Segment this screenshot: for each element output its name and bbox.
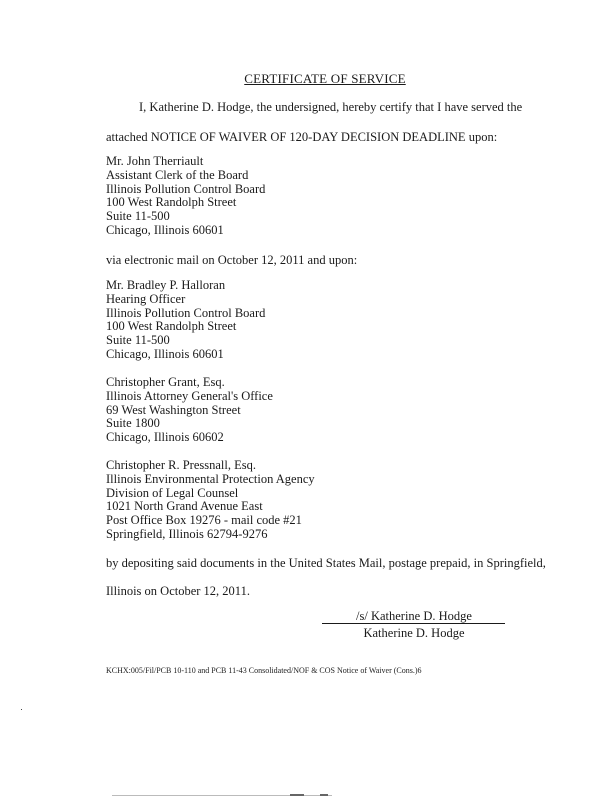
address-line: Christopher Grant, Esq. <box>106 375 225 389</box>
address-line: Mr. Bradley P. Halloran <box>106 278 226 292</box>
document-title: CERTIFICATE OF SERVICE <box>244 71 406 86</box>
address-line: 69 West Washington Street <box>106 402 241 417</box>
recipient-address-therriault <box>106 155 265 238</box>
intro-line-2: attached NOTICE OF WAIVER OF 120-DAY DECISION DEADLINE upon: <box>106 130 498 144</box>
address-line: Hearing Officer <box>106 291 186 306</box>
scan-mark <box>290 794 304 796</box>
address-line: Springfield, Illinois 62794-9276 <box>106 526 268 541</box>
address-line: Illinois Attorney General's Office <box>106 388 273 403</box>
signature-line <box>322 623 505 624</box>
address-line: Illinois Pollution Control Board <box>106 181 266 196</box>
signature-printed-name: Katherine D. Hodge <box>363 626 465 640</box>
signature-electronic: /s/ Katherine D. Hodge <box>356 609 472 623</box>
address-line: Chicago, Illinois 60602 <box>106 430 224 445</box>
address-line: Chicago, Illinois 60601 <box>106 346 224 361</box>
address-line: Suite 11-500 <box>106 209 170 224</box>
address-line: Mr. John Therriault <box>106 154 204 168</box>
address-line: Illinois Pollution Control Board <box>106 305 266 320</box>
scan-mark <box>320 794 328 796</box>
address-line: 100 West Randolph Street <box>106 195 237 210</box>
address-line: Chicago, Illinois 60601 <box>106 222 224 237</box>
address-line: Assistant Clerk of the Board <box>106 167 249 182</box>
address-line: Illinois Environmental Protection Agency <box>106 471 315 486</box>
address-line: Suite 1800 <box>106 416 160 431</box>
address-line: Christopher R. Pressnall, Esq. <box>106 458 256 472</box>
address-line: Post Office Box 19276 - mail code #21 <box>106 513 302 528</box>
address-line: Division of Legal Counsel <box>106 485 239 500</box>
intro-line-1: I, Katherine D. Hodge, the undersigned, hereby certify that I have served the <box>139 100 523 114</box>
scan-speck <box>21 709 22 710</box>
document-footer: KCHX:005/Fil/PCB 10-110 and PCB 11-43 Consolidated/NOF & COS Notice of Waiver (Cons.)6 <box>106 666 422 675</box>
recipient-address-pressnall <box>106 459 315 542</box>
recipient-address-grant <box>106 376 273 445</box>
address-line: 100 West Randolph Street <box>106 319 237 334</box>
via-line: via electronic mail on October 12, 2011 and upon: <box>106 253 358 267</box>
closing-line-1: by depositing said documents in the United States Mail, postage prepaid, in Springfield, <box>106 556 546 570</box>
address-line: 1021 North Grand Avenue East <box>106 499 263 514</box>
recipient-address-halloran <box>106 279 265 362</box>
closing-line-2: Illinois on October 12, 2011. <box>106 584 250 598</box>
address-line: Suite 11-500 <box>106 333 170 348</box>
